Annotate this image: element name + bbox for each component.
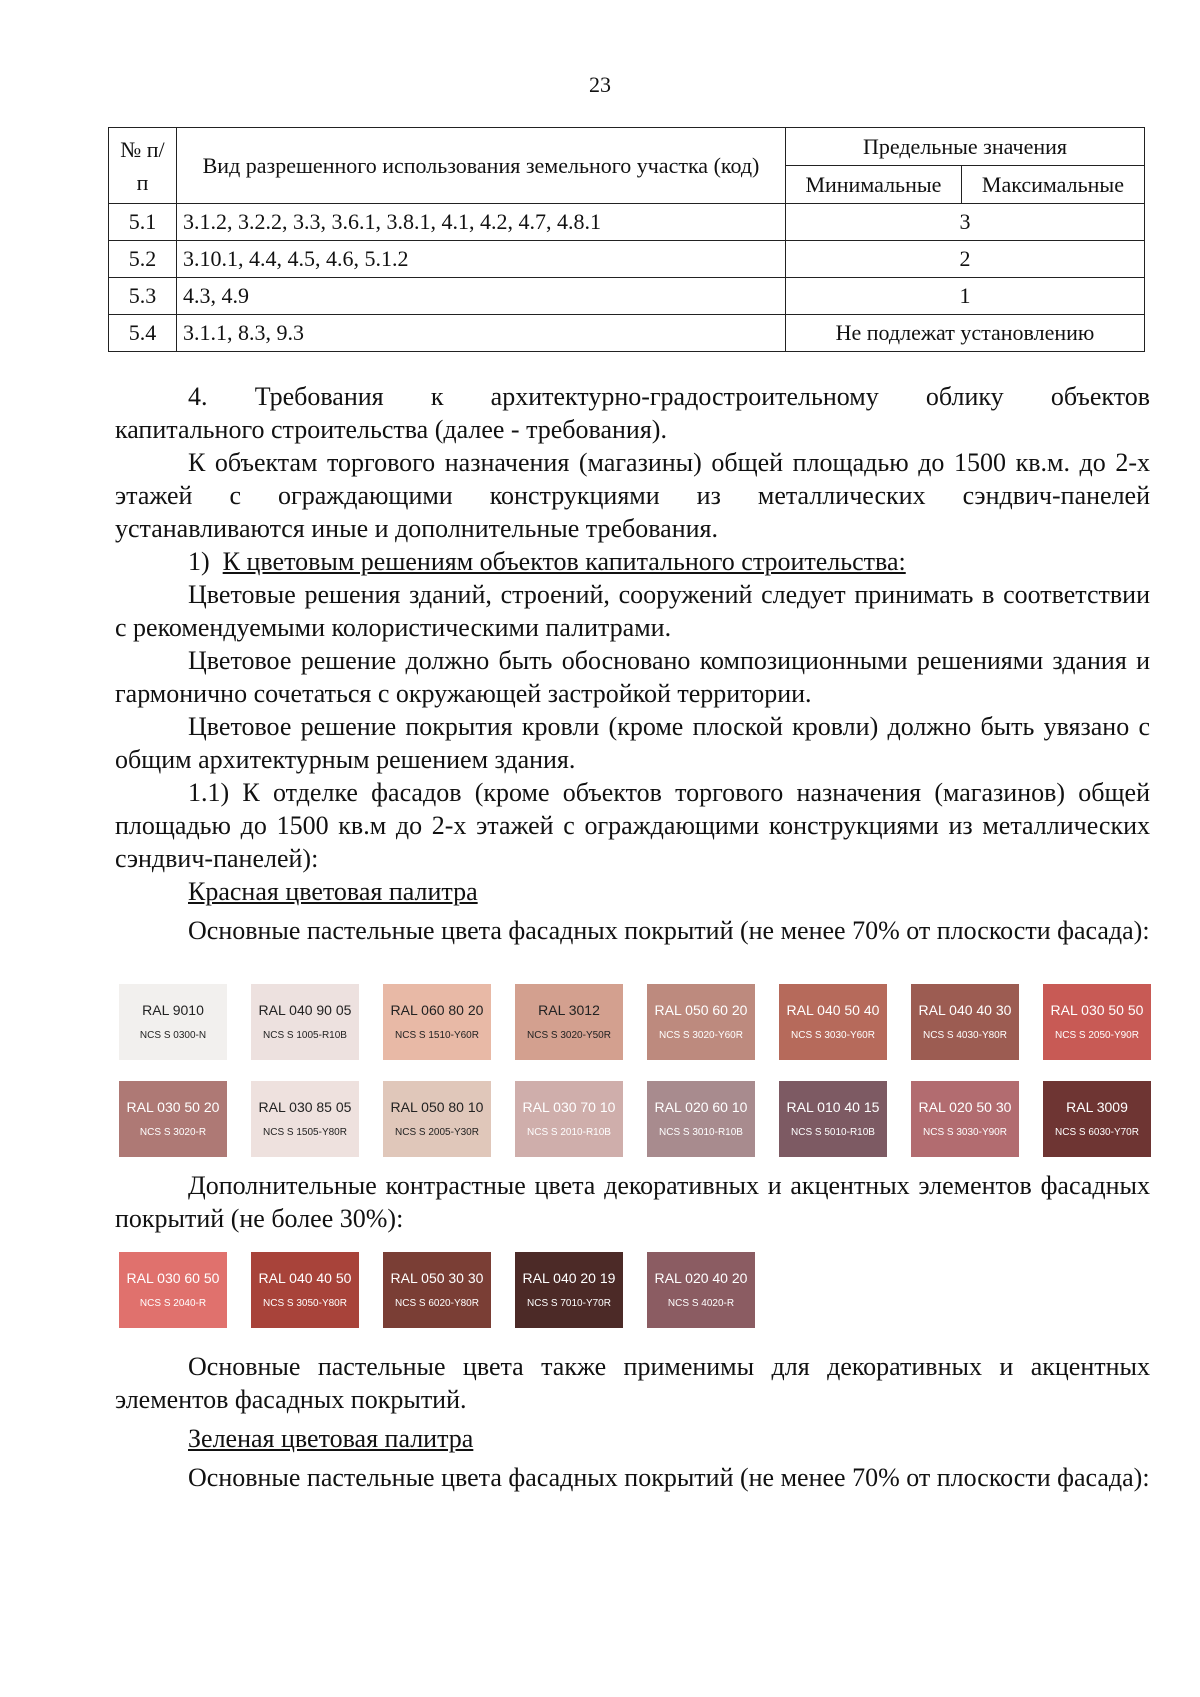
color-paragraph-3: Цветовое решение покрытия кровли (кроме плоской кровли) должно быть увязано с общим архитектурным решением здания. xyxy=(115,712,1150,774)
ral-code: RAL 030 50 20 xyxy=(126,1099,220,1115)
header-max: Максимальные xyxy=(961,166,1144,204)
row-kind: 4.3, 4.9 xyxy=(177,278,786,315)
ncs-code: NCS S 0300-N xyxy=(139,1030,207,1041)
color-swatch xyxy=(911,1081,1019,1157)
ral-code: RAL 040 20 19 xyxy=(522,1270,616,1286)
item-1-number: 1) xyxy=(188,547,210,576)
color-swatch xyxy=(251,1081,359,1157)
ncs-code: NCS S 3020-R xyxy=(139,1127,207,1138)
ral-code: RAL 030 85 05 xyxy=(258,1099,352,1115)
ral-code: RAL 3012 xyxy=(538,1002,600,1018)
color-swatch xyxy=(515,1252,623,1328)
color-swatch xyxy=(119,1081,227,1157)
red-accent-text-block xyxy=(115,1169,1150,1235)
ral-code: RAL 060 80 20 xyxy=(390,1002,484,1018)
color-swatch xyxy=(515,1081,623,1157)
ncs-code: NCS S 6030-Y70R xyxy=(1055,1127,1139,1138)
section-4-body xyxy=(115,380,1150,947)
color-swatch xyxy=(119,1252,227,1328)
ncs-code: NCS S 2040-R xyxy=(139,1298,207,1309)
color-swatch xyxy=(383,1252,491,1328)
ral-code: RAL 040 40 30 xyxy=(918,1002,1012,1018)
red-accent-swatches-row xyxy=(119,1252,779,1328)
color-swatch xyxy=(119,984,227,1060)
ral-code: RAL 020 50 30 xyxy=(918,1099,1012,1115)
palette-notes-block xyxy=(115,1350,1150,1494)
green-palette-title: Зеленая цветовая палитра xyxy=(188,1424,474,1453)
ral-code: RAL 050 80 10 xyxy=(390,1099,484,1115)
ral-code: RAL 3009 xyxy=(1066,1099,1128,1115)
ncs-code: NCS S 1005-R10B xyxy=(263,1030,347,1041)
color-swatch xyxy=(911,984,1019,1060)
trade-objects-paragraph: К объектам торгового назначения (магазины) общей площадью до 1500 кв.м. до 2-х этажей с ограждающими конструкциями из металлических сэндвич-панелей устанавливаются иные и дополнительные требования. xyxy=(115,448,1150,543)
ral-code: RAL 040 90 05 xyxy=(258,1002,352,1018)
table-header-row xyxy=(109,128,1145,166)
ncs-code: NCS S 4020-R xyxy=(667,1298,735,1309)
ncs-code: NCS S 3050-Y80R xyxy=(263,1298,347,1309)
green-main-colors-text: Основные пастельные цвета фасадных покрытий (не менее 70% от плоскости фасада): xyxy=(188,1463,1150,1492)
row-kind: 3.1.1, 8.3, 9.3 xyxy=(177,315,786,352)
ncs-code: NCS S 3020-Y60R xyxy=(659,1030,743,1041)
item-1-title: К цветовым решениям объектов капитального строительства: xyxy=(222,547,906,576)
ral-code: RAL 010 40 15 xyxy=(786,1099,880,1115)
ncs-code: NCS S 1505-Y80R xyxy=(263,1127,347,1138)
row-value: 3 xyxy=(786,204,1145,241)
header-num: № п/п xyxy=(109,128,177,204)
color-paragraph-1: Цветовые решения зданий, строений, сооружений следует принимать в соответствии с рекомендуемыми колористическими палитрами. xyxy=(115,580,1150,642)
ral-code: RAL 9010 xyxy=(142,1002,204,1018)
row-kind: 3.1.2, 3.2.2, 3.3, 3.6.1, 3.8.1, 4.1, 4.2, 4.7, 4.8.1 xyxy=(177,204,786,241)
color-paragraph-2: Цветовое решение должно быть обосновано композиционными решениями здания и гармонично сочетаться с окружающей застройкой территории. xyxy=(115,646,1150,708)
color-swatch xyxy=(647,984,755,1060)
row-num: 5.2 xyxy=(109,241,177,278)
color-swatch xyxy=(1043,984,1151,1060)
ncs-code: NCS S 2005-Y30R xyxy=(395,1127,479,1138)
color-swatch xyxy=(1043,1081,1151,1157)
table-row xyxy=(109,204,1145,241)
row-num: 5.3 xyxy=(109,278,177,315)
red-palette-note: Основные пастельные цвета также применимы для декоративных и акцентных элементов фасадных покрытий. xyxy=(115,1352,1150,1414)
color-swatch xyxy=(251,1252,359,1328)
section-4-heading-line2: капитального строительства (далее - требования). xyxy=(115,415,667,444)
header-limits: Предельные значения xyxy=(786,128,1145,166)
ral-code: RAL 040 50 40 xyxy=(786,1002,880,1018)
item-1-heading xyxy=(115,545,1150,578)
color-swatch xyxy=(383,984,491,1060)
ncs-code: NCS S 6020-Y80R xyxy=(395,1298,479,1309)
page-number: 23 xyxy=(589,72,611,97)
row-num: 5.4 xyxy=(109,315,177,352)
ncs-code: NCS S 7010-Y70R xyxy=(527,1298,611,1309)
section-4-heading-line1: 4. Требования к архитектурно-градостроительному облику объектов xyxy=(188,382,1150,411)
limits-table xyxy=(108,127,1145,352)
color-swatch xyxy=(251,984,359,1060)
ral-code: RAL 020 60 10 xyxy=(654,1099,748,1115)
row-kind: 3.10.1, 4.4, 4.5, 4.6, 5.1.2 xyxy=(177,241,786,278)
table-row xyxy=(109,278,1145,315)
ncs-code: NCS S 2050-Y90R xyxy=(1055,1030,1139,1041)
ral-code: RAL 030 60 50 xyxy=(126,1270,220,1286)
color-swatch xyxy=(779,1081,887,1157)
color-swatch xyxy=(383,1081,491,1157)
ncs-code: NCS S 4030-Y80R xyxy=(923,1030,1007,1041)
table-row xyxy=(109,241,1145,278)
ral-code: RAL 050 30 30 xyxy=(390,1270,484,1286)
color-swatch xyxy=(779,984,887,1060)
ral-code: RAL 020 40 20 xyxy=(654,1270,748,1286)
item-1-1-paragraph: 1.1) К отделке фасадов (кроме объектов торгового назначения (магазинов) общей площадью до 1500 кв.м до 2-х этажей с ограждающими конструкциями из металлических сэндвич-панелей): xyxy=(115,778,1150,873)
header-min: Минимальные xyxy=(786,166,962,204)
color-swatch xyxy=(515,984,623,1060)
ral-code: RAL 040 40 50 xyxy=(258,1270,352,1286)
red-main-swatches-row-1 xyxy=(119,984,1175,1060)
red-palette-title: Красная цветовая палитра xyxy=(188,877,478,906)
red-main-swatches-row-2 xyxy=(119,1081,1175,1157)
ncs-code: NCS S 5010-R10B xyxy=(791,1127,875,1138)
row-value: 1 xyxy=(786,278,1145,315)
ral-code: RAL 030 50 50 xyxy=(1050,1002,1144,1018)
ncs-code: NCS S 3020-Y50R xyxy=(527,1030,611,1041)
ncs-code: NCS S 3030-Y90R xyxy=(923,1127,1007,1138)
ral-code: RAL 030 70 10 xyxy=(522,1099,616,1115)
ncs-code: NCS S 2010-R10B xyxy=(527,1127,611,1138)
red-main-colors-text: Основные пастельные цвета фасадных покрытий (не менее 70% от плоскости фасада): xyxy=(188,916,1150,945)
table-row xyxy=(109,315,1145,352)
color-swatch xyxy=(647,1081,755,1157)
red-accent-colors-text: Дополнительные контрастные цвета декоративных и акцентных элементов фасадных покрытий (не более 30%): xyxy=(115,1171,1150,1233)
color-swatch xyxy=(647,1252,755,1328)
row-num: 5.1 xyxy=(109,204,177,241)
ncs-code: NCS S 3010-R10B xyxy=(659,1127,743,1138)
row-value: 2 xyxy=(786,241,1145,278)
header-kind: Вид разрешенного использования земельного участка (код) xyxy=(177,128,786,204)
ncs-code: NCS S 1510-Y60R xyxy=(395,1030,479,1041)
ncs-code: NCS S 3030-Y60R xyxy=(791,1030,875,1041)
row-value: Не подлежат установлению xyxy=(786,315,1145,352)
ral-code: RAL 050 60 20 xyxy=(654,1002,748,1018)
